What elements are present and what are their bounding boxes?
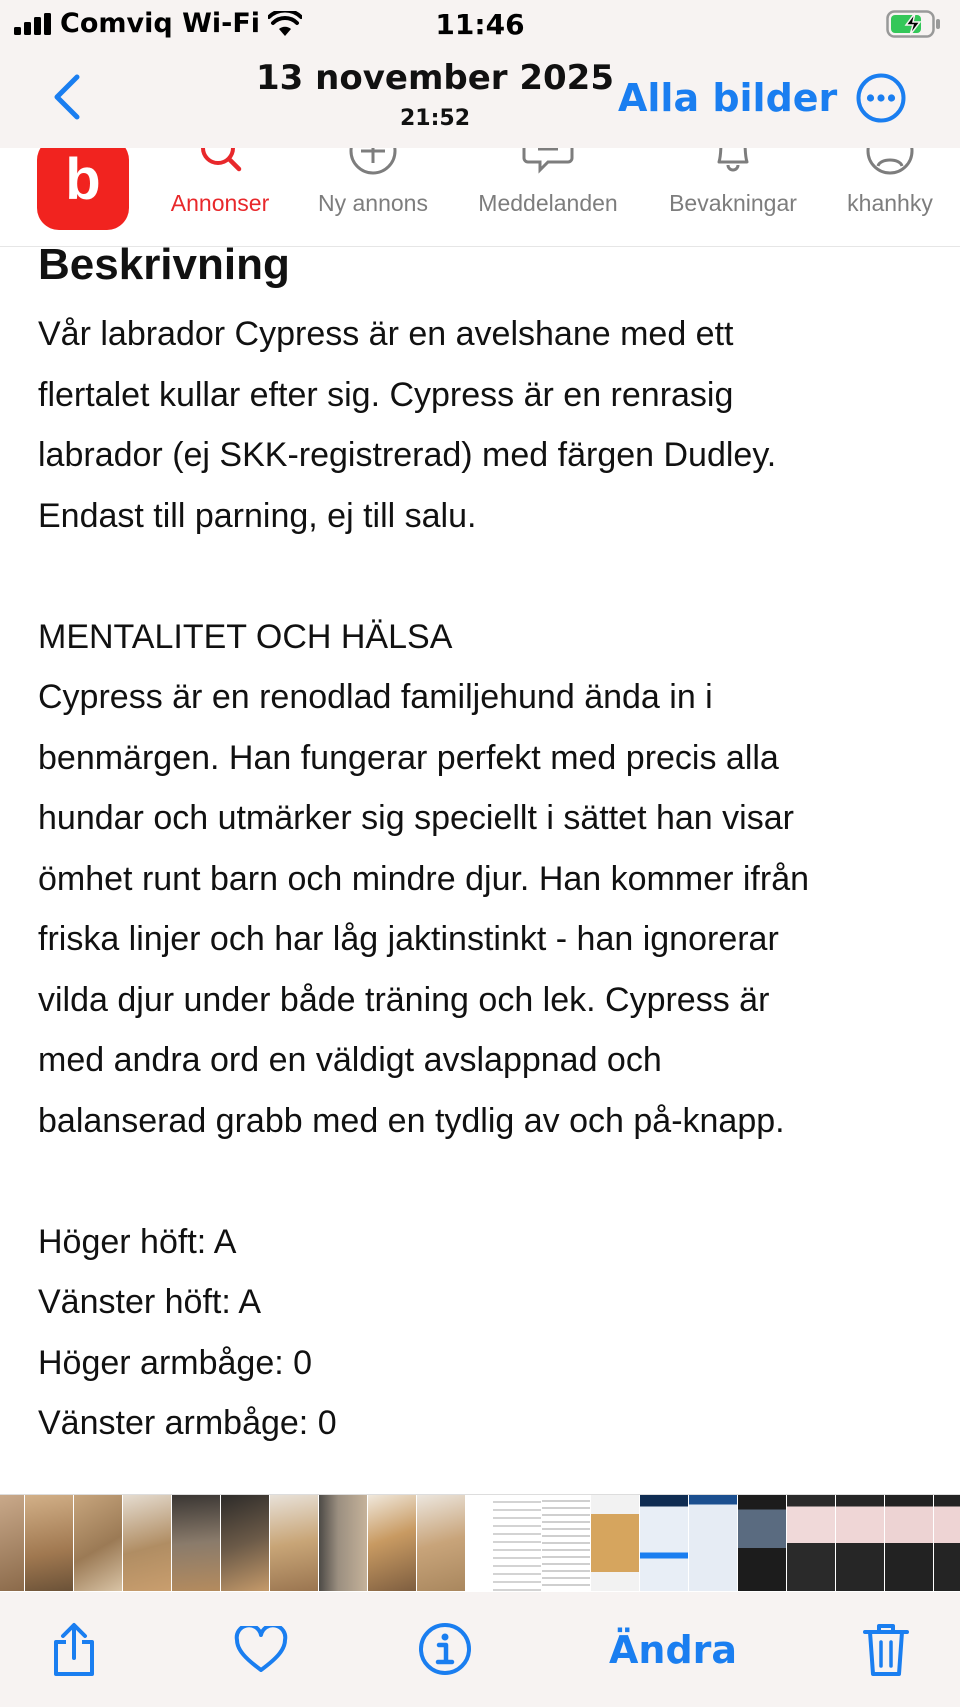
delete-button[interactable] xyxy=(862,1622,910,1682)
photo-toolbar xyxy=(0,1592,960,1707)
screenshot-thumbnail[interactable] xyxy=(787,1495,835,1591)
screenshot-thumbnail[interactable] xyxy=(640,1495,688,1591)
photo-thumbnail[interactable] xyxy=(0,1495,24,1591)
screenshot-thumbnail[interactable] xyxy=(885,1495,933,1591)
more-button[interactable] xyxy=(855,72,907,128)
paragraph-gap xyxy=(38,546,938,607)
health-line: Höger armbåge: 0 xyxy=(38,1343,313,1382)
photo-thumbnail[interactable] xyxy=(270,1495,318,1591)
temperament-text: Cypress är en renodlad familjehund ända in i benmärgen. Han fungerar perfekt med precis alla hundar och utmärker sig speciellt i sättet han visar ömhet runt barn och mindre djur. Han kommer ifrån friska linjer och har låg jaktinstinkt - han ignorerar vilda djur under både träning och lek. Cypress är med andra ord en väldigt avslappnad och balanserad grabb med en tydlig av och på-knapp. xyxy=(38,678,810,1140)
photo-thumbnail[interactable] xyxy=(319,1495,367,1591)
heart-icon xyxy=(234,1626,288,1674)
user-icon xyxy=(864,148,916,176)
favorite-button[interactable] xyxy=(234,1626,288,1678)
thumbnail-strip[interactable] xyxy=(0,1494,960,1593)
screenshot-thumbnail[interactable] xyxy=(493,1495,541,1591)
all-photos-link[interactable]: Alla bilder xyxy=(618,76,838,120)
tab-annonser[interactable] xyxy=(158,148,282,246)
chat-bubble-icon xyxy=(522,148,574,176)
photo-time: 21:52 xyxy=(399,106,471,131)
tab-khanhky[interactable] xyxy=(838,148,942,246)
tab-label: Bevakningar xyxy=(669,190,797,216)
photo-thumbnail[interactable] xyxy=(172,1495,220,1591)
photo-thumbnail[interactable] xyxy=(221,1495,269,1591)
edit-button[interactable]: Ändra xyxy=(609,1628,738,1672)
description-heading: Beskrivning xyxy=(38,240,290,289)
tab-label: khanhky xyxy=(847,190,933,216)
screenshot-thumbnail[interactable] xyxy=(836,1495,884,1591)
screenshot-thumbnail[interactable] xyxy=(689,1495,737,1591)
tab-bevakningar[interactable] xyxy=(662,148,804,246)
battery-charging-icon xyxy=(886,10,942,42)
tab-meddelanden[interactable] xyxy=(468,148,628,246)
health-line: Vänster höft: A xyxy=(38,1283,262,1321)
bell-icon xyxy=(707,148,759,176)
paragraph-gap xyxy=(38,1151,938,1212)
screenshot-thumbnail[interactable] xyxy=(934,1495,960,1591)
plus-circle-icon xyxy=(347,148,399,176)
share-icon xyxy=(50,1622,98,1678)
photo-thumbnail[interactable] xyxy=(466,1495,492,1591)
photo-thumbnail[interactable] xyxy=(123,1495,171,1591)
photo-thumbnail[interactable] xyxy=(368,1495,416,1591)
screenshot-thumbnail[interactable] xyxy=(738,1495,786,1591)
status-bar xyxy=(0,0,960,48)
photo-thumbnail[interactable] xyxy=(74,1495,122,1591)
carrier-name: Comviq Wi-Fi xyxy=(60,8,261,39)
tab-ny-annons[interactable] xyxy=(306,148,440,246)
health-line: Höger höft: A xyxy=(38,1222,237,1261)
screenshot-thumbnail[interactable] xyxy=(542,1495,590,1591)
info-button[interactable] xyxy=(418,1622,472,1680)
photo-thumbnail[interactable] xyxy=(25,1495,73,1591)
photo-thumbnail[interactable] xyxy=(417,1495,465,1591)
share-button[interactable] xyxy=(50,1622,98,1682)
health-line: Vänster armbåge: 0 xyxy=(38,1404,337,1442)
app-logo[interactable] xyxy=(37,148,129,230)
section-title: MENTALITET OCH HÄLSA xyxy=(38,617,453,656)
listing-description xyxy=(38,240,938,1454)
logo-letter: b xyxy=(65,148,101,212)
info-icon xyxy=(418,1622,472,1676)
tab-label: Ny annons xyxy=(318,190,428,216)
status-time: 11:46 xyxy=(435,8,525,41)
photo-nav-bar xyxy=(0,48,960,149)
screenshot-thumbnail[interactable] xyxy=(591,1495,639,1591)
search-icon xyxy=(194,148,246,176)
tab-label: Meddelanden xyxy=(478,190,618,216)
description-intro: Vår labrador Cypress är en avelshane med ett flertalet kullar efter sig. Cypress är en renrasig labrador (ej SKK-registrerad) med färgen Dudley. Endast till parning, ej till salu. xyxy=(38,315,777,535)
app-nav-bar xyxy=(0,148,960,247)
ellipsis-circle-icon xyxy=(855,72,907,124)
tab-label: Annonser xyxy=(170,190,270,216)
trash-icon xyxy=(862,1622,910,1678)
photo-date: 13 november 2025 xyxy=(256,58,614,98)
